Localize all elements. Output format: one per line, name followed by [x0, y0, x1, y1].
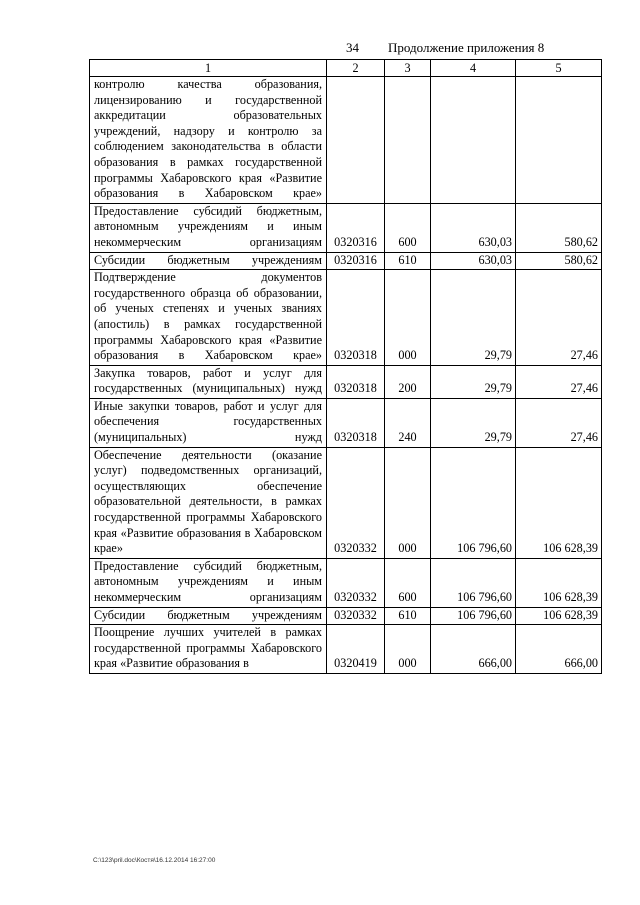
column-header: 3	[385, 60, 431, 77]
row-description: Субсидии бюджетным учреждениям	[90, 252, 327, 270]
row-amount-actual: 27,46	[516, 398, 602, 447]
table-row	[90, 625, 602, 674]
row-amount-plan: 630,03	[431, 203, 516, 252]
table-row	[90, 558, 602, 607]
row-target-code: 0320318	[327, 398, 385, 447]
row-amount-actual: 106 628,39	[516, 607, 602, 625]
row-amount-plan: 666,00	[431, 625, 516, 674]
column-header: 5	[516, 60, 602, 77]
row-amount-plan: 106 796,60	[431, 447, 516, 558]
column-header: 2	[327, 60, 385, 77]
row-target-code: 0320419	[327, 625, 385, 674]
row-amount-actual: 106 628,39	[516, 447, 602, 558]
row-expense-type: 000	[385, 447, 431, 558]
row-amount-plan: 29,79	[431, 365, 516, 398]
row-amount-plan: 106 796,60	[431, 607, 516, 625]
row-amount-actual: 27,46	[516, 270, 602, 366]
row-target-code: 0320332	[327, 447, 385, 558]
row-expense-type: 000	[385, 270, 431, 366]
row-target-code: 0320316	[327, 252, 385, 270]
table-row	[90, 252, 602, 270]
row-description: Предоставление субсидий бюджетным, автономным учреждениям и иным некоммерческим организациям	[90, 558, 327, 607]
row-description: Предоставление субсидий бюджетным, автономным учреждениям и иным некоммерческим организациям	[90, 203, 327, 252]
column-numbers-row	[90, 60, 602, 77]
row-amount-actual: 27,46	[516, 365, 602, 398]
row-amount-actual: 666,00	[516, 625, 602, 674]
row-amount-actual: 106 628,39	[516, 558, 602, 607]
row-amount-actual: 580,62	[516, 203, 602, 252]
row-description: Поощрение лучших учителей в рамках государственной программы Хабаровского края «Развитие образования в	[90, 625, 327, 674]
row-description: Закупка товаров, работ и услуг для государственных (муниципальных) нужд	[90, 365, 327, 398]
row-target-code: 0320332	[327, 558, 385, 607]
row-target-code: 0320316	[327, 203, 385, 252]
row-amount-plan: 106 796,60	[431, 558, 516, 607]
row-amount-plan: 29,79	[431, 270, 516, 366]
row-description: Иные закупки товаров, работ и услуг для обеспечения государственных (муниципальных) нужд	[90, 398, 327, 447]
column-header: 4	[431, 60, 516, 77]
table-row	[90, 607, 602, 625]
table-row	[90, 77, 602, 204]
row-description: Субсидии бюджетным учреждениям	[90, 607, 327, 625]
row-expense-type: 600	[385, 558, 431, 607]
budget-table	[89, 59, 602, 674]
table-row	[90, 203, 602, 252]
row-description: контролю качества образования, лицензированию и государственной аккредитации образовательных учреждений, надзору и контролю за соблюдением законодательства в области образования в рамках государственной программы Хабаровского края «Развитие образования в Хабаровском крае»	[90, 77, 327, 204]
row-amount-plan: 630,03	[431, 252, 516, 270]
row-description: Обеспечение деятельности (оказание услуг) подведомственных организаций, осуществляющих обеспечение образовательной деятельности, в рамках государственной программы Хабаровского края «Развитие образования в Хабаровском крае»	[90, 447, 327, 558]
table-row	[90, 365, 602, 398]
row-description: Подтверждение документов государственного образца об образовании, об ученых степенях и ученых званиях (апостиль) в рамках государственной программы Хабаровского края «Развитие образования в Хабаровском крае»	[90, 270, 327, 366]
row-expense-type: 610	[385, 607, 431, 625]
row-expense-type: 000	[385, 625, 431, 674]
row-expense-type	[385, 77, 431, 204]
row-target-code: 0320318	[327, 365, 385, 398]
row-amount-plan: 29,79	[431, 398, 516, 447]
row-target-code: 0320318	[327, 270, 385, 366]
file-path-footer: C:\123\pril.doc\Костя\16.12.2014 16:27:00	[93, 857, 216, 864]
row-expense-type: 610	[385, 252, 431, 270]
row-expense-type: 240	[385, 398, 431, 447]
table-row	[90, 270, 602, 366]
table-row	[90, 447, 602, 558]
row-amount-actual	[516, 77, 602, 204]
row-amount-actual: 580,62	[516, 252, 602, 270]
continuation-note: Продолжение приложения 8	[388, 40, 545, 55]
row-expense-type: 200	[385, 365, 431, 398]
column-header: 1	[90, 60, 327, 77]
row-expense-type: 600	[385, 203, 431, 252]
table-row	[90, 398, 602, 447]
row-amount-plan	[431, 77, 516, 204]
page-number: 34	[346, 40, 359, 55]
row-target-code	[327, 77, 385, 204]
row-target-code: 0320332	[327, 607, 385, 625]
